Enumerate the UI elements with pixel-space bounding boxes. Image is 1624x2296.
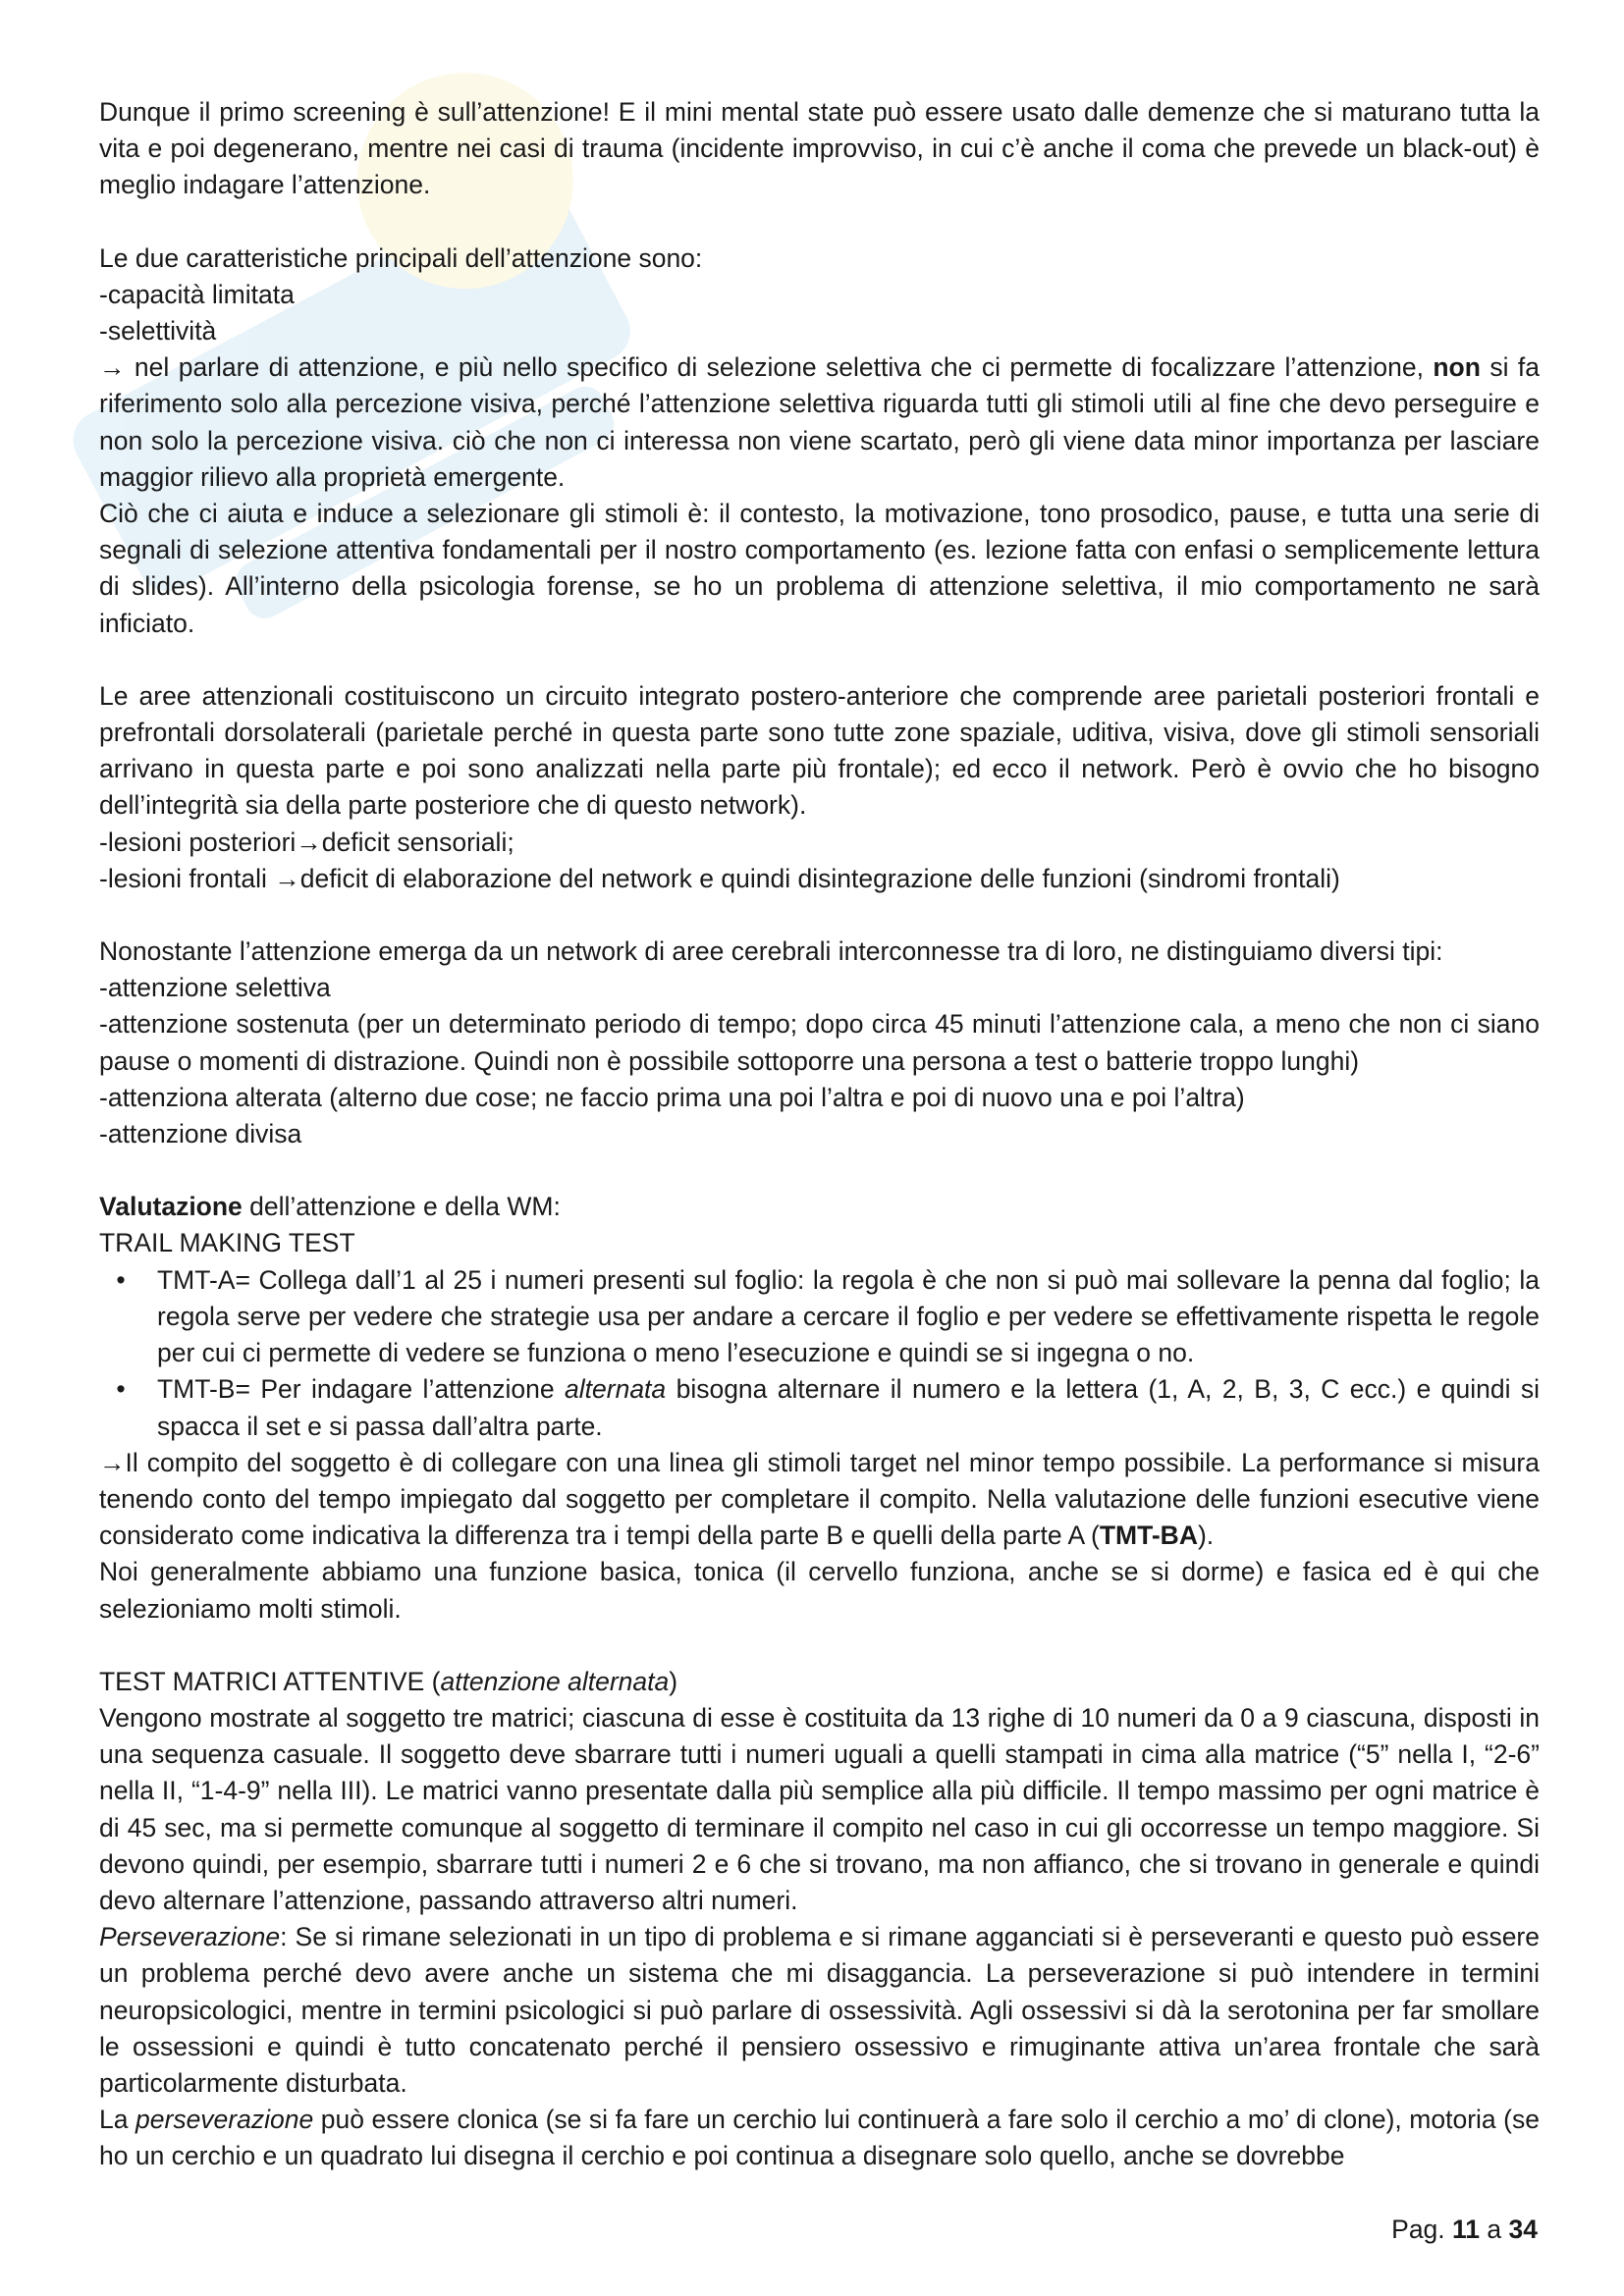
feature-item: -capacità limitata xyxy=(99,279,295,309)
intro-paragraph: Dunque il primo screening è sull’attenzione! E il mini mental state può essere usato dalle demenze che si maturano tutta la vita e poi degenerano, mentre nei casi di trauma (incidente improvviso, in cui c’è anche il coma che prevede un black-out) è meglio indagare l’attenzione. xyxy=(99,97,1540,200)
type-item: -attenziona alterata (alterno due cose; ne faccio prima una poi l’altra e poi di nuovo una e poi l’altra) xyxy=(99,1082,1245,1112)
features-paragraph-2: Ciò che ci aiuta e induce a selezionare gli stimoli è: il contesto, la motivazione, tono prosodico, pause, e tutta una serie di segnali di selezione attentiva fondamentali per il nostro comportamento (es. lezione fatta con enfasi o semplicemente lettura di slides). All’interno della psicologia forense, se ho un problema di attenzione selettiva, il mio comportamento ne sarà inficiato. xyxy=(99,499,1540,638)
general-paragraph: Noi generalmente abbiamo una funzione basica, tonica (il cervello funziona, anche se si dorme) e fasica ed è qui che selezioniamo molti stimoli. xyxy=(99,1557,1540,1624)
tmt-list xyxy=(99,1262,1540,1445)
lesion-item: -lesioni frontali →deficit di elaborazione del network e quindi disintegrazione delle funzioni (sindromi frontali) xyxy=(99,863,1340,893)
type-item: -attenzione sostenuta (per un determinato periodo di tempo; dopo circa 45 minuti l’attenzione cala, a meno che non ci siano pause o momenti di distrazione. Quindi non è possibile sottoporre una persona a test o batterie troppo lunghi) xyxy=(99,1009,1540,1076)
type-item: -attenzione selettiva xyxy=(99,973,331,1003)
task-paragraph: →Il compito del soggetto è di collegare con una linea gli stimoli target nel minor tempo possibile. La performance si misura tenendo conto del tempo impiegato dal soggetto per completare il compito. Nella valutazione delle funzioni esecutive viene considerato come indicativa la differenza tra i tempi della parte B e quelli della parte A (TMT-BA). xyxy=(99,1447,1540,1551)
list-item: • TMT-B= Per indagare l’attenzione alternata bisogna alternare il numero e la lettera (1, A, 2, B, 3, C ecc.) e quindi si spacca il set e si passa dall’altra parte. xyxy=(99,1371,1540,1444)
areas-paragraph: Le aree attenzionali costituiscono un circuito integrato postero-anteriore che comprende aree parietali posteriori frontali e prefrontali dorsolaterali (parietale perché in questa parte sono tutte zone spaziale, uditiva, visiva, dove gli stimoli sensoriali arrivano in questa parte e poi sono analizzati nella parte più frontale); ed ecco il network. Però è ovvio che ho bisogno dell’integrità sia della parte posteriore che di questo network). xyxy=(99,680,1540,821)
perseverazione-paragraph: Perseverazione: Se si rimane selezionati in un tipo di problema e si rimane agganciati si è perseveranti e questo può essere un problema perché devo avere anche un sistema che mi disaggancia. La perseverazione si può intendere in termini neuropsicologici, mentre in termini psicologici si può parlare di ossessività. Agli ossessivi si dà la serotonina per far smollare le ossessioni e quindi è tutto concatenato perché il pensiero ossessivo e rimuginante attiva un’area frontale che sarà particolarmente disturbata. xyxy=(99,1922,1540,2098)
bullet-icon: • xyxy=(116,1264,126,1295)
page-number: Pag. 11 a 34 xyxy=(1391,2215,1538,2244)
bullet-icon: • xyxy=(116,1374,126,1405)
matrici-title: TEST MATRICI ATTENTIVE (attenzione alternata) xyxy=(99,1666,678,1696)
list-item: • TMT-A= Collega dall’1 al 25 i numeri presenti sul foglio: la regola è che non si può mai sollevare la penna dal foglio; la regola serve per vedere che strategie usa per andare a cercare il foglio e per vedere se effettivamente rispetta le regole per cui ci permette di vedere se funziona o meno l’esecuzione e quindi se si ingegna o no. xyxy=(99,1262,1540,1372)
features-intro: Le due caratteristiche principali dell’attenzione sono: xyxy=(99,242,703,273)
matrici-paragraph: Vengono mostrate al soggetto tre matrici; ciascuna di esse è costituita da 13 righe di 10 numeri da 0 a 9 ciascuna, disposti in una sequenza casuale. Il soggetto deve sbarrare tutti i numeri uguali a quelli stampati in cima alla matrice (“5” nella I, “2-6” nella II, “1-4-9” nella III). Le matrici vanno presentate dalla più semplice alla più difficile. Il tempo massimo per ogni matrice è di 45 sec, ma si permette comunque al soggetto di terminare il compito nel caso in cui gli occorresse un tempo maggiore. Si devono quindi, per esempio, sbarrare tutti i numeri 2 e 6 che si trovano, ma non affianco, che si trovano in generale e quindi devo alternare l’attenzione, passando attraverso altri numeri. xyxy=(99,1702,1540,1915)
evaluation-heading: Valutazione dell’attenzione e della WM: xyxy=(99,1192,561,1222)
lesion-item: -lesioni posteriori→deficit sensoriali; xyxy=(99,827,514,857)
feature-item: -selettività xyxy=(99,316,217,347)
types-intro: Nonostante l’attenzione emerga da un network di aree cerebrali interconnesse tra di loro, ne distinguiamo diversi tipi: xyxy=(99,936,1443,967)
features-arrow-paragraph: → nel parlare di attenzione, e più nello specifico di selezione selettiva che ci permette di focalizzare l’attenzione, non si fa riferimento solo alla percezione visiva, perché l’attenzione selettiva riguarda tutti gli stimoli utili al fine che devo perseguire e non solo la percezione visiva. ciò che non ci interessa non viene scartato, però gli viene data minor importanza per lasciare maggior rilievo alla proprietà emergente. xyxy=(99,352,1541,492)
perseverazione-types-paragraph: La perseverazione può essere clonica (se si fa fare un cerchio lui continuerà a fare solo il cerchio a mo’ di clone), motoria (se ho un cerchio e un quadrato lui disegna il cerchio e poi continua a disegnare solo quello, anche se dovrebbe xyxy=(99,2105,1540,2171)
type-item: -attenzione divisa xyxy=(99,1119,302,1149)
document-page xyxy=(99,94,1540,2175)
test-title: TRAIL MAKING TEST xyxy=(99,1228,355,1258)
